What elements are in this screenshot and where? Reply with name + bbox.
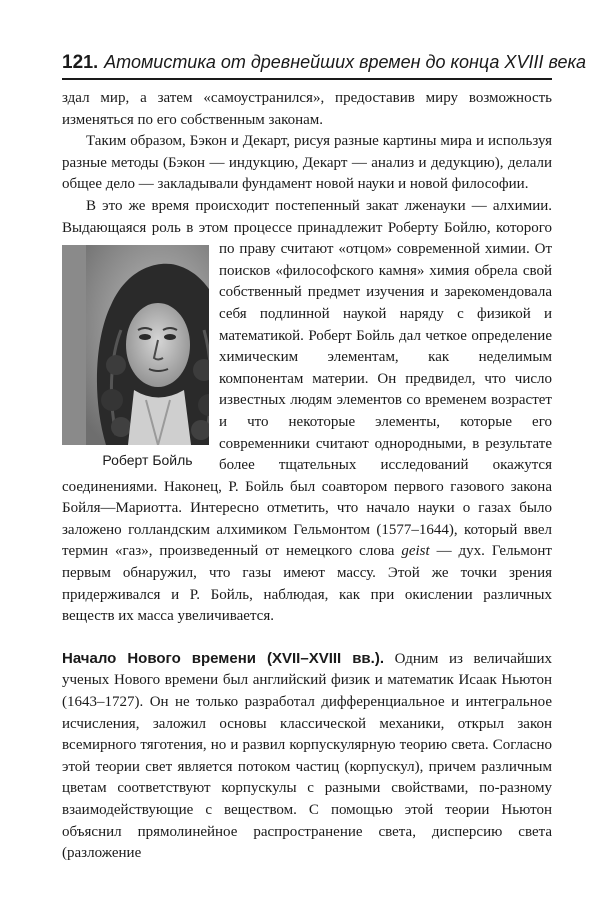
section-gap <box>62 628 552 648</box>
paragraph-3-lead: В это же время происходит постепенный закат лженауки — алхимии. Выдающаяся роль в этом процессе принадлежит Роберту <box>62 197 552 236</box>
section-title: Начало Нового времени (XVII–XVIII вв.). <box>62 649 384 667</box>
running-header <box>62 52 586 74</box>
chapter-title: Атомистика от древнейших времен до конца XVIII века <box>104 52 586 72</box>
header-rule <box>62 78 552 80</box>
italic-term: geist <box>401 543 430 560</box>
chapter-number: 1. <box>83 52 99 72</box>
paragraph-4 <box>62 648 552 865</box>
paragraph-3-end: — дух. Гельмонт первым обнаружил, что газы имеют массу. Этой же точки зрения придерживался и Р. Бойль, наблюдая, как при окислении различных веществ их масса увеличивается. <box>62 543 552 625</box>
paragraph-4-text: Одним из величайших ученых Нового времени был английский физик и математик Исаак Ньютон (1643–1727). Он не только разработал дифференциальное и интегральное исчисления, заложил основы классической механики, открыл закон всемирного тяготения, но и развил корпускулярную теорию света. Согласно этой теории свет является потоком частиц (корпускул), причем различным цветам соответствуют корпускулы с разными свойствами, по-разному взаимодействующие с веществом. С помощью этой теории Ньютон объяснил прямолинейное распространение света, дисперсию света (разложение <box>62 650 552 862</box>
page-body <box>62 88 552 865</box>
portrait-figure <box>62 245 209 469</box>
boyle-portrait <box>62 245 209 445</box>
paragraph-2: Таким образом, Бэкон и Декарт, рисуя разные картины мира и используя разные методы (Бэкон — индукцию, Декарт — анализ и дедукцию), делали общее дело — закладывали фундамент новой науки и новой философии. <box>62 133 552 193</box>
portrait-caption: Роберт Бойль <box>102 452 193 469</box>
paragraph-3-text: Бойлю, которого по праву считают «отцом» современной химии. От поисков «философского камня» химия обрела свой собственный предмет изучения и зарекомендовала себя подлинной наукой наряду с физикой и математикой. Роберт Бойль дал четкое определение химическим элементам, как неделимым компонентам материи. Он предвидел, что число известных людям элементов со временем возрастет и что некоторые элементы, которые его современники считают однородными, в результате более тщательных исследований окажутся соединениями. Наконец, Р. Бойль был соавтором первого газового закона Бойля—Мариотта. Интересно отметить, что начало науки о газах было заложено голландским алхимиком Гельмонтом (1577–1644), который ввел термин «газ», произведенный от немецкого слова <box>62 219 552 560</box>
paragraph-3 <box>62 196 552 628</box>
page-number: 12 <box>62 52 84 73</box>
paragraph-1: здал мир, а затем «самоустранился», предоставив миру возможность изменяться по его собственным законам. <box>62 90 552 128</box>
